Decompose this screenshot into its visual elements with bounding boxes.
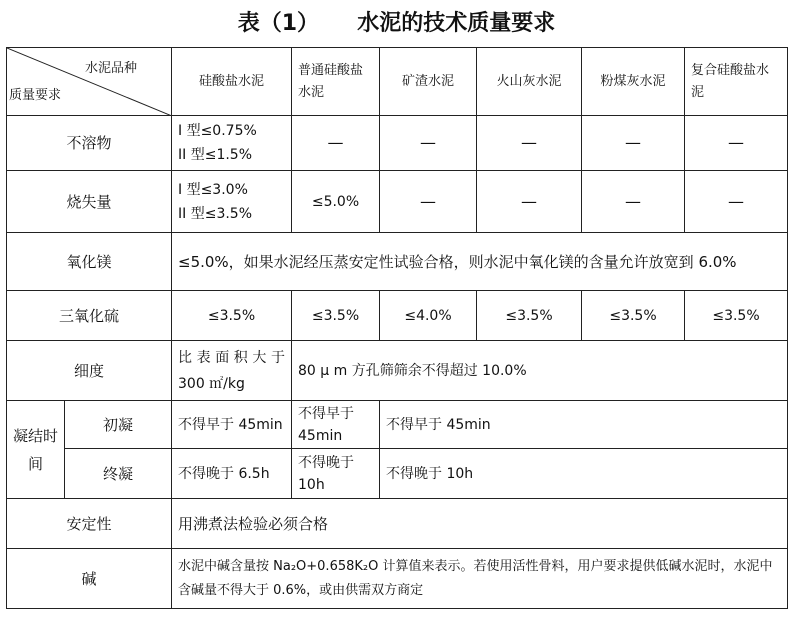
- row-label-alkali: 碱: [7, 549, 172, 609]
- initial-ordinary: 不得早于 45min: [292, 401, 380, 449]
- row-label-setting-time: 凝结时间: [7, 401, 65, 499]
- row-soundness: [7, 499, 788, 549]
- final-portland: 不得晚于 6.5h: [172, 449, 292, 499]
- ignition-dash: —: [477, 171, 582, 233]
- row-mgo: [7, 233, 788, 291]
- mgo-requirement: ≤5.0%，如果水泥经压蒸安定性试验合格，则水泥中氧化镁的含量允许放宽到 6.0%: [172, 233, 788, 291]
- row-fineness: [7, 341, 788, 401]
- so3-value: ≤3.5%: [685, 291, 788, 341]
- insoluble-dash: —: [477, 116, 582, 171]
- header-row: [7, 48, 788, 116]
- ignition-type2: II 型≤3.5%: [178, 205, 253, 222]
- initial-others: 不得早于 45min: [380, 401, 788, 449]
- header-cement-type: 水泥品种: [84, 61, 137, 76]
- row-label-initial-setting: 初凝: [65, 401, 172, 449]
- col-header-fly-ash: 粉煤灰水泥: [582, 48, 685, 116]
- cement-quality-table: [6, 47, 788, 609]
- so3-value: ≤3.5%: [477, 291, 582, 341]
- so3-value: ≤3.5%: [172, 291, 292, 341]
- row-label-so3: 三氧化硫: [7, 291, 172, 341]
- ignition-dash: —: [685, 171, 788, 233]
- row-label-final-setting: 终凝: [65, 449, 172, 499]
- initial-portland: 不得早于 45min: [172, 401, 292, 449]
- row-ignition-loss: [7, 171, 788, 233]
- so3-value: ≤4.0%: [380, 291, 477, 341]
- insoluble-type2: II 型≤1.5%: [178, 147, 253, 163]
- ignition-dash: —: [582, 171, 685, 233]
- insoluble-portland: [172, 116, 292, 171]
- col-header-composite: 复合硅酸盐水泥: [685, 48, 788, 116]
- insoluble-dash: —: [582, 116, 685, 171]
- col-header-pozzolana: 火山灰水泥: [477, 48, 582, 116]
- so3-value: ≤3.5%: [582, 291, 685, 341]
- insoluble-dash: —: [380, 116, 477, 171]
- insoluble-dash: —: [292, 116, 380, 171]
- insoluble-dash: —: [685, 116, 788, 171]
- ignition-ordinary: ≤5.0%: [292, 171, 380, 233]
- row-label-ignition-loss: 烧失量: [7, 171, 172, 233]
- header-quality-req: 质量要求: [9, 88, 62, 103]
- row-insoluble: [7, 116, 788, 171]
- fineness-others: 80 μ m 方孔筛筛余不得超过 10.0%: [292, 341, 788, 401]
- row-so3: [7, 291, 788, 341]
- row-alkali: [7, 549, 788, 609]
- row-label-mgo: 氧化镁: [7, 233, 172, 291]
- table-title: 表（1） 水泥的技术质量要求: [237, 11, 556, 36]
- so3-value: ≤3.5%: [292, 291, 380, 341]
- row-final-setting: [7, 449, 788, 499]
- col-header-slag: 矿渣水泥: [380, 48, 477, 116]
- row-label-fineness: 细度: [7, 341, 172, 401]
- row-initial-setting: [7, 401, 788, 449]
- col-header-ordinary-portland: 普通硅酸盐水泥: [292, 48, 380, 116]
- final-ordinary: 不得晚于 10h: [292, 449, 380, 499]
- ignition-portland: [172, 171, 292, 233]
- final-others: 不得晚于 10h: [380, 449, 788, 499]
- col-header-portland: 硅酸盐水泥: [172, 48, 292, 116]
- fineness-portland: 比表面积大于 300 ㎡/kg: [172, 341, 292, 401]
- ignition-type1: I 型≤3.0%: [178, 181, 248, 198]
- alkali-requirement: 水泥中碱含量按 Na₂O+0.658K₂O 计算值来表示。若使用活性骨料，用户要求提供低碱水泥时，水泥中含碱量不得大于 0.6%，或由供需双方商定: [172, 549, 788, 609]
- soundness-requirement: 用沸煮法检验必须合格: [172, 499, 788, 549]
- row-label-soundness: 安定性: [7, 499, 172, 549]
- insoluble-type1: I 型≤0.75%: [178, 123, 257, 139]
- ignition-dash: —: [380, 171, 477, 233]
- diagonal-header-cell: [7, 48, 172, 116]
- row-label-insoluble: 不溶物: [7, 116, 172, 171]
